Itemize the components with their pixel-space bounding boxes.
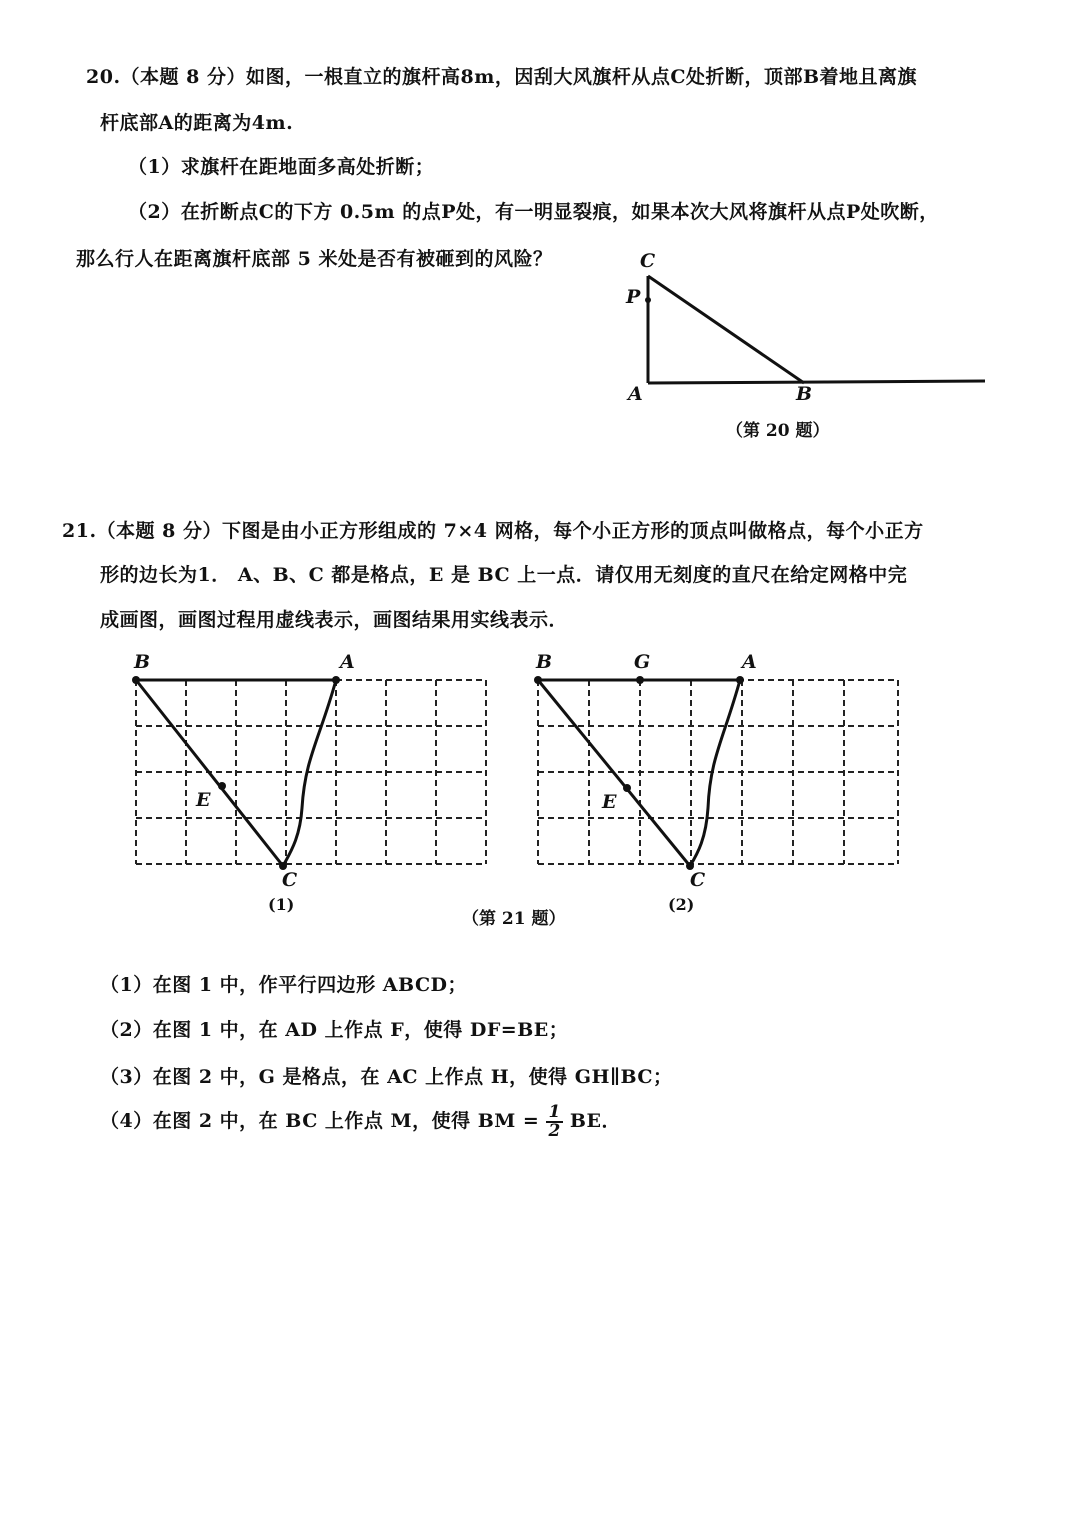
q21-sub4-pre: （4）在图 2 中，在 BC 上作点 M，使得 BM =: [100, 1110, 540, 1132]
q21-sub4: [100, 1104, 621, 1140]
fig2-label-B: B: [536, 651, 553, 673]
q20-label-B: B: [796, 383, 813, 405]
q21-figure-1: [120, 648, 500, 918]
fraction-denominator: 2: [548, 1121, 561, 1141]
q20-caption: （第 20 题）: [726, 421, 830, 441]
q21-line1: 21.（本题 8 分）下图是由小正方形组成的 7×4 网格，每个小正方形的顶点叫做格点，每个小正方: [62, 520, 924, 542]
fig1-label-E: E: [196, 789, 211, 811]
q20-label-A: A: [628, 383, 643, 405]
q21-sub4-post: BE．: [569, 1110, 621, 1132]
q20-label-P: P: [626, 286, 641, 308]
fig1-label-C: C: [282, 869, 298, 891]
fig2-label: (2): [668, 895, 695, 914]
q21-sub2: （2）在图 1 中，在 AD 上作点 F，使得 DF=BE；: [100, 1019, 569, 1041]
q21-figure-2: [522, 648, 912, 918]
q21-sub3: （3）在图 2 中，G 是格点，在 AC 上作点 H，使得 GH∥BC；: [100, 1066, 673, 1088]
q20-line2: 杆底部A的距离为4m.: [100, 112, 294, 134]
q20-line1: 20.（本题 8 分）如图，一根直立的旗杆高8m，因刮大风旗杆从点C处折断，顶部B着地且离旗: [86, 66, 918, 88]
fig1-label-A: A: [340, 651, 355, 673]
fig1-label: (1): [268, 895, 295, 914]
fraction-numerator: 1: [548, 1102, 561, 1122]
fig2-label-G: G: [634, 651, 651, 673]
fraction-one-half: [546, 1104, 562, 1140]
q21-sub1: （1）在图 1 中，作平行四边形 ABCD；: [100, 974, 468, 996]
q21-caption: （第 21 题）: [462, 909, 566, 929]
fig2-label-C: C: [690, 869, 706, 891]
q21-line2: 形的边长为1． A、B、C 都是格点，E 是 BC 上一点．请仅用无刻度的直尺在给定网格中完: [100, 564, 908, 586]
q21-line3: 成画图，画图过程用虚线表示，画图结果用实线表示．: [100, 609, 569, 631]
q20-part2b: 那么行人在距离旗杆底部 5 米处是否有被砸到的风险？: [76, 248, 553, 270]
q20-label-C: C: [640, 250, 656, 272]
q20-part2: （2）在折断点C的下方 0.5m 的点P处，有一明显裂痕，如果本次大风将旗杆从点P处吹断，: [128, 201, 939, 223]
fig1-label-B: B: [134, 651, 151, 673]
fig2-label-A: A: [742, 651, 757, 673]
fig2-label-E: E: [602, 791, 617, 813]
q20-part1: （1）求旗杆在距地面多高处折断；: [128, 156, 435, 178]
